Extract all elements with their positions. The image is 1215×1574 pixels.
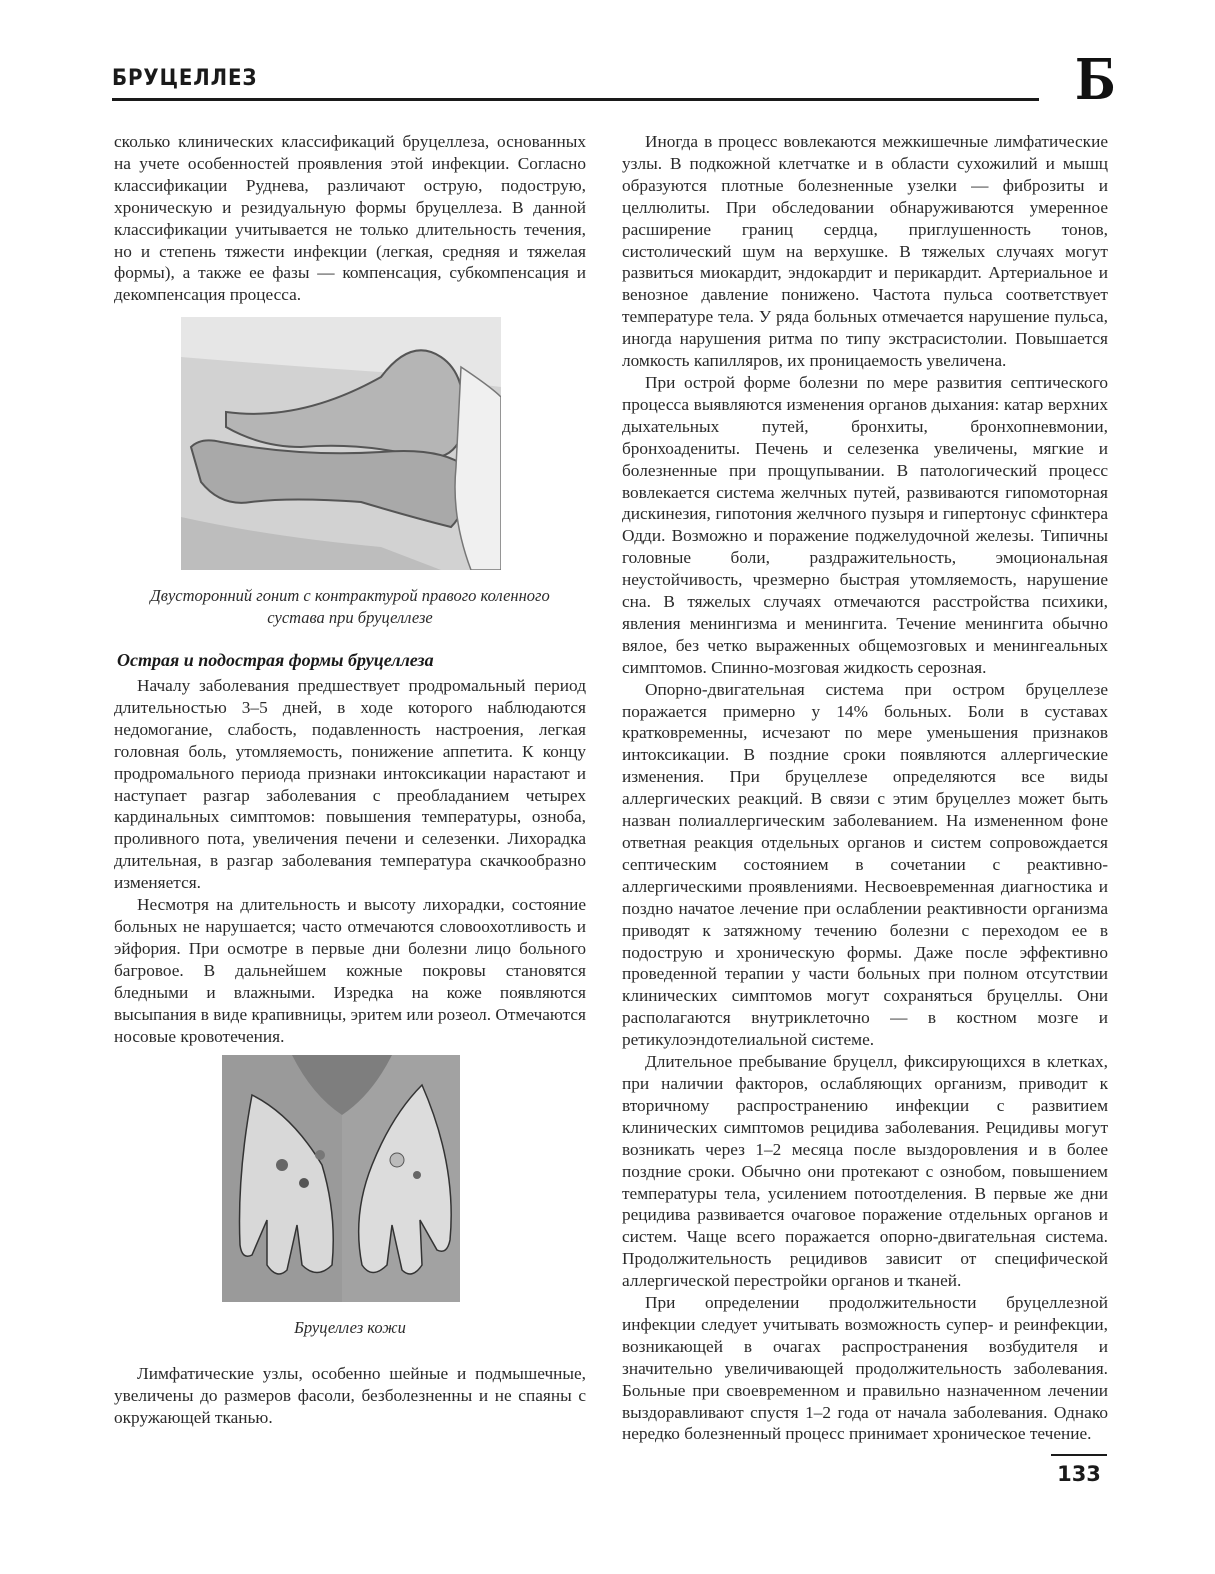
figure1-caption bbox=[114, 585, 586, 629]
left-closing-block bbox=[114, 1363, 586, 1429]
running-title: БРУЦЕЛЛЕЗ bbox=[112, 66, 258, 91]
figure-legs-illustration bbox=[181, 317, 501, 570]
paragraph-prodromal: Началу заболевания предшествует продромальный период длительностью 3–5 дней, в ходе которого наблюдаются недомогание, слабость, подавленность настроения, легкая головная боль, утомляемость, понижение аппетита. К концу продромального периода признаки интоксикации нарастают и наступает разгар заболевания с преобладанием четырех кардинальных симптомов: повышения температуры, озноба, проливного пота, увеличения печени и селезенки. Лихорадка длительная, в разгар заболевания температура скачкообразно изменяется. bbox=[114, 676, 586, 893]
intro-paragraph: сколько клинических классификаций бруцеллеза, основанных на учете особенностей проявления этой инфекции. Согласно классификации Руднева, различают острую, подострую, хроническую и резидуальную формы бруцеллеза. В данной классификации учитывается не только длительность течения, но и степень тяжести инфекции (легкая, средняя и тяжелая формы), а также ее фазы — компенсация, субкомпенсация и декомпенсация процесса. bbox=[114, 132, 586, 305]
paragraph-respiratory: При острой форме болезни по мере развития септического процесса выявляются изменения органов дыхания: катар верхних дыхательных путей, бронхиты, бронхопневмонии, бронхоадениты. Печень и селезенка увеличены, мягкие и болезненные при прощупывании. В патологический процесс вовлекается система желчных путей, развиваются гипомоторная дискинезия, гипотония желчного пузыря и гипертонус сфинктера Одди. Возможно и поражение поджелудочной железы. Типичны головные боли, раздражительность, эмоциональная неустойчивость, чрезмерно быстрая утомляемость, нарушение сна. В тяжелых случаях отмечаются расстройства психики, явления менингизма и менингита. Течение менингита обычно вялое, без четко выраженных общемозговых и менингеальных симптомов. Спинно-мозговая жидкость серозная. bbox=[622, 372, 1108, 677]
figure2-caption: Бруцеллез кожи bbox=[294, 1318, 406, 1337]
page-number: 133 bbox=[1057, 1462, 1101, 1486]
right-column bbox=[622, 131, 1108, 1445]
paragraph-fever: Несмотря на длительность и высоту лихорадки, состояние больных не нарушается; часто отмечаются словоохотливость и эйфория. При осмотре в первые дни болезни лицо больного багровое. В дальнейшем кожные покровы становятся бледными и влажными. Изредка на коже появляются высыпания в виде крапивницы, эритем или розеол. Отмечаются носовые кровотечения. bbox=[114, 895, 586, 1046]
header-rule bbox=[112, 98, 1039, 101]
figure1-caption-line2: сустава при бруцеллезе bbox=[267, 608, 433, 627]
figure1-caption-line1: Двусторонний гонит с контрактурой правого коленного bbox=[150, 586, 550, 605]
paragraph-relapse: Длительное пребывание бруцелл, фиксирующихся в клетках, при наличии факторов, ослабляющих организм, приводит к вторичному распространению инфекции с развитием клинических симптомов рецидива заболевания. Рецидивы могут возникать через 1–2 месяца после выздоровления и в более поздние сроки. Обычно они протекают с ознобом, повышением температуры тела, усилением потоотделения. В первые же дни рецидива развивается очаговое поражение отдельных органов и систем. Чаще всего поражается опорно-двигательная система. Продолжительность рецидивов зависит от специфической аллергической перестройки органов и тканей. bbox=[622, 1052, 1108, 1291]
section-letter: Б bbox=[1075, 47, 1116, 113]
hands-drawing-icon bbox=[222, 1055, 460, 1302]
legs-drawing-icon bbox=[181, 317, 501, 570]
figure-skin-illustration bbox=[222, 1055, 460, 1302]
section-subheading: Острая и подострая формы бруцеллеза bbox=[117, 650, 434, 670]
paragraph-cardio: Иногда в процесс вовлекаются межкишечные лимфатические узлы. В подкожной клетчатке и в области сухожилий и мышц образуются плотные болезненные узелки — фиброзиты и целлюлиты. При обследовании обнаруживаются умеренное расширение границ сердца, приглушенность тонов, систолический шум на верхушке. В тяжелых случаях могут развиться миокардит, эндокардит и перикардит. Артериальное и венозное давление понижено. Частота пульса соответствует температуре тела. У ряда больных отмечается нарушение пульса, иногда нарушения ритма по типу экстрасистолии. Повышается ломкость капилляров, их проницаемость увеличена. bbox=[622, 132, 1108, 371]
page-number-rule bbox=[1051, 1454, 1107, 1456]
paragraph-duration: При определении продолжительности бруцеллезной инфекции следует учитывать возможность супер- и реинфекции, возникающей в очагах распространения возбудителя и значительно увеличивающей продолжительность заболевания. Больные при своевременном и правильно назначенном лечении выздоравливают спустя 1–2 года от начала заболевания. Однако нередко болезненный процесс принимает хроническое течение. bbox=[622, 1293, 1108, 1444]
paragraph-musculoskeletal: Опорно-двигательная система при остром бруцеллезе поражается примерно у 14% больных. Боли в суставах кратковременны, исчезают по мере уменьшения признаков интоксикации. В поздние сроки появляются аллергические изменения. При бруцеллезе определяются все виды аллергических реакций. В связи с этим бруцеллез может быть назван полиаллергическим заболеванием. На измененном фоне ответная реакция отдельных органов и систем сопровождается септическим состоянием в сочетании с реактивно-аллергическими проявлениями. Несвоевременная диагностика и поздно начатое лечение при ослаблении реактивности организма приводят к затяжному течению болезни с переходом ее в подострую и хроническую формы. Даже после эффективно проведенной терапии у части больных при полном отсутствии клинических симптомов могут сохраняться бруцеллы. Они располагаются внутриклеточно — в костном мозге и ретикулоэндотелиальной системе. bbox=[622, 679, 1108, 1050]
left-body-block bbox=[114, 675, 586, 1047]
intro-paragraph-block bbox=[114, 131, 586, 306]
paragraph-lymph-nodes: Лимфатические узлы, особенно шейные и подмышечные, увеличены до размеров фасоли, безболезненны и не спаяны с окружающей тканью. bbox=[114, 1364, 586, 1427]
